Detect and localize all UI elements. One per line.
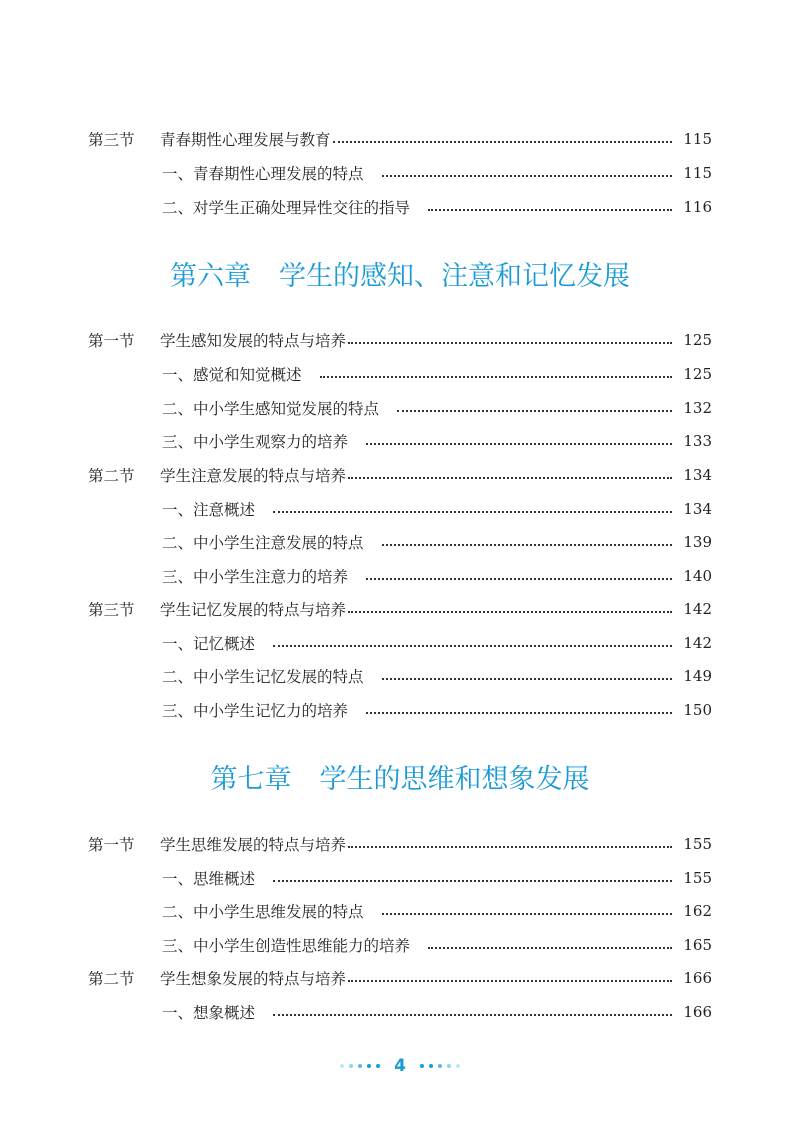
item-title: 一、想象概述 [162, 1004, 256, 1022]
page-number: 140 [683, 567, 712, 585]
toc-item-row[interactable] [162, 697, 712, 723]
toc-section-row[interactable] [88, 831, 712, 857]
toc-item-row[interactable] [162, 496, 712, 522]
section-title: 青春期性心理发展与教育 [160, 131, 331, 149]
dot-leader [428, 209, 672, 211]
chapter-heading [0, 257, 800, 297]
section-number: 第一节 [88, 332, 135, 350]
item-title: 一、思维概述 [162, 870, 256, 888]
item-title: 三、中小学生记忆力的培养 [162, 702, 349, 720]
dot-leader [320, 376, 672, 378]
dot-leader [348, 611, 672, 613]
toc-item-row[interactable] [162, 361, 712, 387]
chapter-title: 学生的感知、注意和记忆发展 [279, 261, 630, 292]
dot-leader [428, 947, 672, 949]
dot-leader [382, 678, 672, 680]
toc-item-row[interactable] [162, 932, 712, 958]
page-number: 149 [683, 667, 712, 685]
dot-leader [366, 712, 672, 714]
toc-section-row[interactable] [88, 596, 712, 622]
dot-leader [382, 913, 672, 915]
item-title: 三、中小学生注意力的培养 [162, 568, 349, 586]
toc-item-row[interactable] [162, 395, 712, 421]
section-title: 学生注意发展的特点与培养 [160, 467, 347, 485]
item-title: 一、感觉和知觉概述 [162, 366, 302, 384]
page-number: 125 [683, 365, 712, 383]
toc-item-row[interactable] [162, 160, 712, 186]
toc-section-row[interactable] [88, 965, 712, 991]
footer-dots-left [340, 1064, 380, 1068]
toc-item-row[interactable] [162, 999, 712, 1025]
page-number: 142 [683, 634, 712, 652]
page-number: 166 [683, 969, 712, 987]
page-number: 155 [683, 835, 712, 853]
page-number: 134 [683, 466, 712, 484]
page-number: 155 [683, 869, 712, 887]
item-title: 一、记忆概述 [162, 635, 256, 653]
section-number: 第二节 [88, 970, 135, 988]
item-title: 二、中小学生记忆发展的特点 [162, 668, 364, 686]
item-title: 二、中小学生注意发展的特点 [162, 534, 364, 552]
item-title: 二、中小学生感知觉发展的特点 [162, 400, 380, 418]
page-number: 162 [683, 902, 712, 920]
dot-leader [348, 980, 672, 982]
item-title: 一、注意概述 [162, 501, 256, 519]
toc-item-row[interactable] [162, 563, 712, 589]
page-number: 132 [683, 399, 712, 417]
item-title: 二、中小学生思维发展的特点 [162, 903, 364, 921]
dot-leader [382, 544, 672, 546]
dot-leader [273, 1014, 672, 1016]
dot-leader [366, 443, 672, 445]
dot-leader [348, 342, 672, 344]
dot-leader [397, 410, 672, 412]
footer-page-number: 4 [394, 1056, 406, 1076]
section-number: 第二节 [88, 467, 135, 485]
dot-leader [348, 846, 672, 848]
item-title: 一、青春期性心理发展的特点 [162, 165, 364, 183]
toc-section-row[interactable] [88, 126, 712, 152]
footer-dots-right [420, 1064, 460, 1068]
page-number: 116 [683, 198, 712, 216]
chapter-heading [0, 760, 800, 800]
chapter-title: 学生的思维和想象发展 [319, 764, 590, 795]
page-number: 115 [683, 164, 712, 182]
toc-item-row[interactable] [162, 865, 712, 891]
section-number: 第三节 [88, 601, 135, 619]
toc-item-row[interactable] [162, 428, 712, 454]
item-title: 二、对学生正确处理异性交往的指导 [162, 199, 411, 217]
page-number: 125 [683, 331, 712, 349]
page-number: 133 [683, 432, 712, 450]
page-number: 166 [683, 1003, 712, 1021]
toc-item-row[interactable] [162, 663, 712, 689]
section-number: 第一节 [88, 836, 135, 854]
page-number: 142 [683, 600, 712, 618]
page-number: 115 [683, 130, 712, 148]
chapter-number: 第七章 [210, 764, 292, 795]
page-number: 150 [683, 701, 712, 719]
page-number: 134 [683, 500, 712, 518]
page-footer [0, 1052, 800, 1080]
toc-section-row[interactable] [88, 462, 712, 488]
toc-item-row[interactable] [162, 194, 712, 220]
section-title: 学生记忆发展的特点与培养 [160, 601, 347, 619]
toc-item-row[interactable] [162, 898, 712, 924]
dot-leader [348, 477, 672, 479]
section-number: 第三节 [88, 131, 135, 149]
toc-item-row[interactable] [162, 630, 712, 656]
dot-leader [273, 645, 672, 647]
section-title: 学生感知发展的特点与培养 [160, 332, 347, 350]
page-number: 165 [683, 936, 712, 954]
toc-item-row[interactable] [162, 529, 712, 555]
dot-leader [273, 511, 672, 513]
chapter-number: 第六章 [170, 261, 251, 292]
section-title: 学生思维发展的特点与培养 [160, 836, 347, 854]
dot-leader [333, 141, 672, 143]
page-number: 139 [683, 533, 712, 551]
dot-leader [366, 578, 672, 580]
section-title: 学生想象发展的特点与培养 [160, 970, 347, 988]
dot-leader [273, 880, 672, 882]
dot-leader [382, 175, 672, 177]
item-title: 三、中小学生观察力的培养 [162, 433, 349, 451]
toc-section-row[interactable] [88, 327, 712, 353]
item-title: 三、中小学生创造性思维能力的培养 [162, 937, 411, 955]
